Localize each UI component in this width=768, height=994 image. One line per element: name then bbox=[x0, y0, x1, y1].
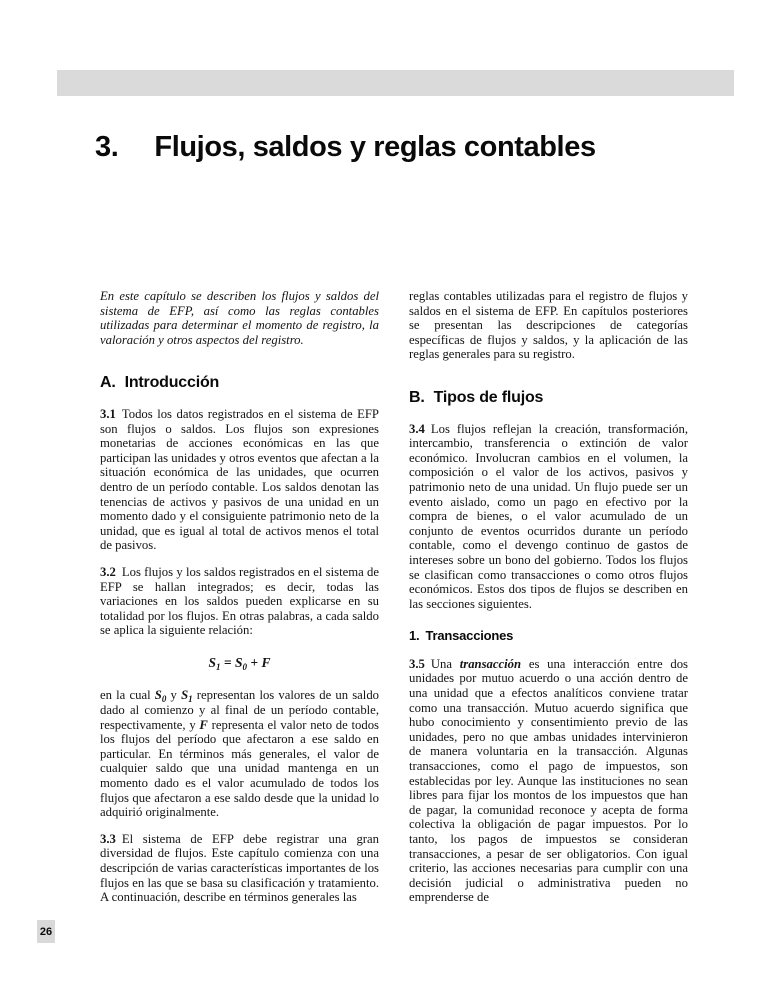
inline-sub-1: 1 bbox=[188, 694, 193, 705]
paragraph-text: Todos los datos registrados en el sistema de EFP son flujos o saldos. Los flujos son expresiones monetarias de acciones económicas en las que participan las unidades y otros eventos que afectan a la situación económica de las unidades, que ocurren dentro de un período contable. Los saldos denotan las tenencias de activos y pasivos de una unidad en un momento dado y el consiguiente patrimonio neto de la unidad, que es igual al total de activos menos el total de pasivos. bbox=[100, 406, 379, 553]
stock-flow-equation bbox=[100, 656, 379, 671]
paragraph-text: El sistema de EFP debe registrar una gran diversidad de flujos. Este capítulo comienza con una descripción de varias características importantes de los flujos en las que se basa su clasificación y tratamiento. A continuación, describe en términos generales las bbox=[100, 831, 379, 905]
paragraph-number: 3.2 bbox=[100, 564, 116, 579]
intro-paragraph: En este capítulo se describen los flujos y saldos del sistema de EFP, así como las reglas contables utilizadas para determinar el momento de registro, la valoración y otros aspectos del registro. bbox=[100, 289, 379, 347]
section-a-label: A. bbox=[100, 374, 116, 392]
inline-sub-0: 0 bbox=[161, 694, 167, 705]
inline-var-f: F bbox=[199, 717, 208, 732]
paragraph-3-5 bbox=[409, 657, 688, 905]
header-gray-bar bbox=[57, 70, 734, 96]
paragraph-text: Una bbox=[430, 656, 460, 671]
formula-plus: + bbox=[247, 654, 262, 670]
formula-var-s1: S bbox=[208, 654, 217, 670]
section-a-text: Introducción bbox=[124, 374, 220, 392]
paragraph-continuation: reglas contables utilizadas para el registro de flujos y saldos en el sistema de EFP. En capítulos posteriores se presentan las descripciones de categorías específicas de flujos y saldos, y la aplicación de las reglas generales para su registro. bbox=[409, 289, 688, 362]
chapter-title bbox=[95, 131, 596, 164]
left-column bbox=[100, 289, 379, 917]
paragraph-number: 3.3 bbox=[100, 831, 116, 846]
formula-var-f: F bbox=[261, 654, 271, 670]
subsection-1-text: Transacciones bbox=[425, 628, 514, 644]
paragraph-3-1 bbox=[100, 407, 379, 553]
subsection-1-label: 1. bbox=[409, 628, 420, 644]
paragraph-text: representan los valores de un saldo dado al comienzo y al final de un período contable, respectivamente, y bbox=[100, 688, 380, 732]
paragraph-3-2 bbox=[100, 565, 379, 638]
paragraph-3-4 bbox=[409, 422, 688, 612]
term-transaccion: transacción bbox=[459, 656, 522, 671]
section-heading-b bbox=[409, 388, 688, 406]
formula-sub-1: 1 bbox=[216, 661, 221, 672]
formula-var-s0: S bbox=[234, 654, 243, 670]
paragraph-text: y bbox=[166, 688, 182, 703]
section-heading-a bbox=[100, 376, 379, 391]
paragraph-text: Los flujos reflejan la creación, transformación, intercambio, transferencia o extinción de valor económico. Involucran cambios en el volumen, la composición o el valor de los activos, pasivos y patrimonio neto de una unidad. Un flujo puede ser un evento aislado, como un pago en efectivo por la compra de bienes, o el valor acumulado de un conjunto de eventos ocurridos durante un período contable, como el devengo continuo de gastos de intereses sobre un bono del gobierno. Todos los flujos se clasifican como transacciones o como otros flujos económicos. Estos dos tipos de flujos se describen en las secciones siguientes. bbox=[409, 421, 688, 611]
page-number-badge bbox=[37, 920, 55, 943]
inline-var-s0: S bbox=[154, 688, 162, 703]
subsection-heading-1 bbox=[409, 629, 688, 644]
chapter-number: 3. bbox=[95, 131, 119, 163]
paragraph-3-3 bbox=[100, 832, 379, 905]
formula-sub-0: 0 bbox=[242, 661, 247, 672]
paragraph-text: en la cual bbox=[100, 688, 155, 703]
paragraph-text: representa el valor neto de todos los flujos del período que afectaron a ese saldo en particular. En términos más generales, el valor de cualquier saldo que una unidad mantenga en un momento dado es el valor acumulado de todos los flujos que afectaron a ese saldo desde que la unidad lo adquirió originalmente. bbox=[100, 717, 379, 820]
page-number: 26 bbox=[39, 925, 53, 938]
paragraph-number: 3.4 bbox=[409, 421, 425, 436]
section-b-text: Tipos de flujos bbox=[433, 388, 544, 406]
section-b-label: B. bbox=[409, 388, 425, 406]
paragraph-number: 3.1 bbox=[100, 406, 116, 421]
formula-equals: = bbox=[220, 654, 235, 670]
paragraph-text: Los flujos y los saldos registrados en el sistema de EFP se hallan integrados; es decir, todas las variaciones en los saldos pueden explicarse en su totalidad por los flujos. En otras palabras, a cada saldo se aplica la siguiente relación: bbox=[100, 564, 379, 638]
chapter-title-text: Flujos, saldos y reglas contables bbox=[154, 131, 596, 163]
inline-var-s1: S bbox=[181, 688, 189, 703]
paragraph-number: 3.5 bbox=[409, 656, 425, 671]
right-column bbox=[409, 289, 688, 917]
paragraph-formula-explanation bbox=[100, 688, 379, 819]
paragraph-text: es una interacción entre dos unidades por mutuo acuerdo o una acción dentro de una unidad que a efectos analíticos conviene tratar como una transacción. Mutuo acuerdo significa que hubo conocimiento y consentimiento previo de las unidades, pero no que ambas unidades intervinieron de manera voluntaria en la transacción. Algunas transacciones, como el pago de impuestos, son establecidas por ley. Aunque las instituciones no sean libres para fijar los montos de los impuestos que han de pagar, la comunidad reconoce y acepta de forma colectiva la obligación de pagar impuestos. Por lo tanto, los pagos de impuestos se consideran transacciones, a pesar de ser obligatorios. Con igual criterio, las acciones necesarias para cumplir con una decisión judicial o administrativa pueden no emprenderse de bbox=[409, 656, 688, 905]
